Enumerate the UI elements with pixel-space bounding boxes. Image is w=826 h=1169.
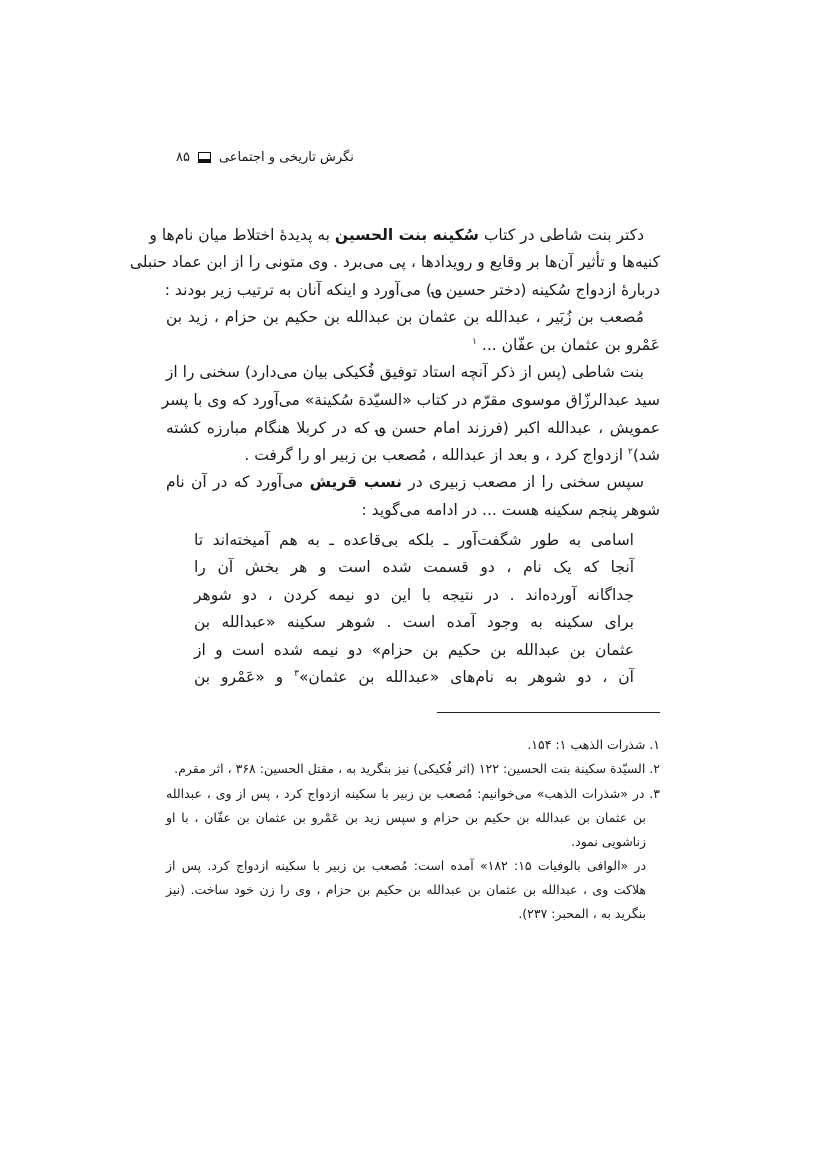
page-number: ۸۵ [176,150,190,165]
body-line: مُصعب بن زُبَیر ، عبدالله بن عثمان بن عبدالله بن حکیم بن حزام ، زید بن [166,308,644,326]
footnote-3-line: در «الوافی بالوفیات ۱۵: ۱۸۲» آمده است: مُصعب بن زبیر با سکینه ازدواج کرد. پس از [166,858,647,873]
text: ازدواج کرد ، و بعد از عبدالله ، مُصعب بن زبیر او را گرفت . [244,446,624,464]
footnote-separator [437,712,660,713]
quote-line: اسامی به طور شگفت‌آور ـ بلکه بی‌قاعده ـ به هم آمیخته‌اند تا [194,531,634,549]
footnote-1: ۱. شذرات الذهب ۱: ۱۵۴. [527,737,660,752]
text: و «عَمْرو بن [194,668,284,686]
text: سپس سخنی را از مصعب زبیری در [408,473,644,491]
footnote-ref[interactable]: ۲ [627,446,633,457]
square-ornament-icon [198,152,211,163]
footnote-2: ۲. السیّدة سکینة بنت الحسین: ۱۲۲ (اثر فُکیکی) نیز بنگرید به ، مقتل الحسین: ۳۶۸ ، اثر مقرم. [174,761,660,776]
body-line: شوهر پنجم سکینه هست ... در ادامه می‌گوید : [361,501,660,519]
running-header [176,150,354,165]
body-line: بنت شاطی (پس از ذکر آنچه استاد توفیق فُکیکی بیان می‌دارد) سخنی را از [165,363,644,381]
body-line [166,335,660,355]
text: می‌آورد که در آن نام [166,473,304,491]
quote-line: آنجا که یک نام ، دو قسمت شده است و هر بخش آن را [194,558,634,576]
body-line: سید عبدالرزّاق موسوی مقرّم در کتاب «السیّدة سُکینة» می‌آورد که وی با پسر [161,391,660,409]
body-line [166,472,660,492]
footnote-3: ۳. در «شذرات الذهب» می‌خوانیم: مُصعب بن زبیر با سکینه ازدواج کرد ، پس از وی ، عبدالله [166,786,660,801]
footnote-3-line: هلاکت وی ، عبدالله بن عثمان بن عبدالله بن حکیم بن حزام ، وی را زن خود ساخت. (نیز [166,882,646,897]
text: به پدیدهٔ اختلاط میان نام‌ها و [149,226,330,244]
footnote-ref[interactable]: ۳ [294,668,299,679]
quote-line: عثمان بن عبدالله بن حکیم بن حزام» دو نیمه شده است و از [194,641,634,659]
text: آن ، دو شوهر به نام‌های «عبدالله بن عثمان» [298,668,634,686]
footnote-3-line: زناشویی نمود. [571,834,646,849]
body-line: عمویش ، عبدالله اکبر (فرزند امام حسن ؈ که در کربلا هنگام مبارزه کشته [166,419,660,437]
text: عَمْرو بن عثمان بن عفّان ... [481,336,660,354]
footnote-ref[interactable]: ۱ [472,336,477,347]
quote-line [194,667,634,687]
text: شد) [632,446,660,464]
book-title: نسب قریش [309,473,402,491]
body-line: دربارهٔ ازدواج سُکینه (دختر حسین ؈) می‌آورد و اینکه آنان به ترتیب زیر بودند : [164,281,660,299]
body-line [149,225,660,245]
book-title: سُکینه بنت الحسین [334,226,479,244]
text: دکتر بنت شاطی در کتاب [483,226,644,244]
body-line [166,445,660,465]
body-line: کنیه‌ها و تأثیر آن‌ها بر وقایع و رویدادها ، پی می‌برد . وی متونی را از ابن عماد حنبلی [129,253,660,271]
footnote-3-line: بن عثمان بن عبدالله بن حکیم بن حزام و سپس زید بن عَمْرو بن عثمان بن عفّان ، با او [166,810,646,825]
footnote-3-line: بنگرید به ، المحبر: ۲۳۷). [518,906,646,921]
quote-line: جداگانه آورده‌اند . در نتیجه با این دو نیمه کردن ، دو شوهر [194,586,634,604]
quote-line: برای سکینه به وجود آمده است . شوهر سکینه «عبدالله بن [194,613,634,631]
header-title: نگرش تاریخی و اجتماعی [218,150,354,165]
